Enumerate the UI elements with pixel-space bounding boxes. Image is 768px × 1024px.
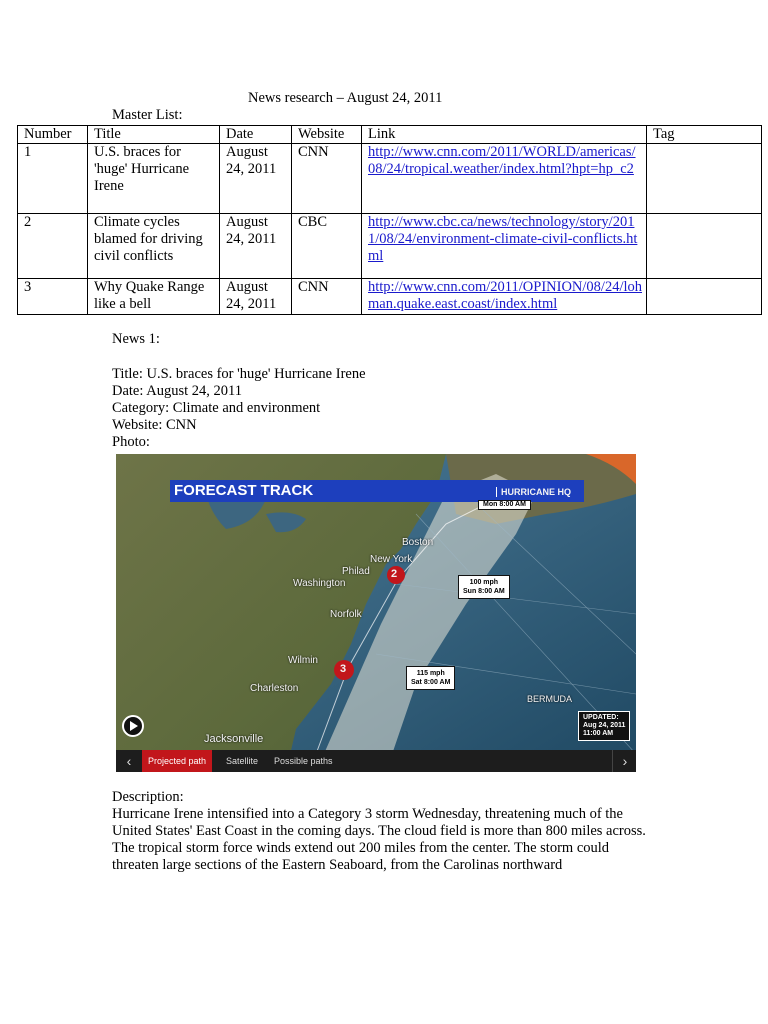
cell-link [362, 144, 647, 214]
tab-possible-paths[interactable]: Possible paths [274, 756, 333, 766]
cell-website: CBC [292, 214, 362, 279]
article-link[interactable]: http://www.cnn.com/2011/OPINION/08/24/lohman.quake.east.coast/index.html [368, 279, 643, 312]
cell-title: Climate cycles blamed for driving civil conflicts [88, 214, 220, 279]
tab-projected-path[interactable]: Projected path [142, 750, 212, 772]
news-title-line: Title: U.S. braces for 'huge' Hurricane Irene [112, 366, 366, 382]
sun-speed: 100 mph [469, 579, 499, 586]
city-norfolk: Norfolk [330, 609, 362, 620]
updated-date: Aug 24, 2011 [583, 722, 626, 729]
updated-time: 11:00 AM [583, 730, 614, 737]
cell-date: August 24, 2011 [220, 279, 292, 315]
table-row [18, 279, 762, 315]
news-photo-label: Photo: [112, 434, 150, 450]
table-row [18, 144, 762, 214]
sun-forecast-box [458, 575, 510, 599]
cell-website: CNN [292, 279, 362, 315]
article-link[interactable]: http://www.cbc.ca/news/technology/story/2011/08/24/environment-climate-civil-conflicts.html [368, 214, 638, 264]
city-boston: Boston [402, 537, 434, 548]
article-link[interactable]: http://www.cnn.com/2011/WORLD/americas/08/24/tropical.weather/index.html?hpt=hp_c2 [368, 144, 636, 177]
cell-date: August 24, 2011 [220, 144, 292, 214]
bermuda-label: BERMUDA [527, 694, 573, 704]
city-new-york: New York [370, 554, 413, 565]
sat-forecast-box [406, 666, 455, 690]
city-philad: Philad [342, 566, 370, 577]
city-washington: Washington [293, 578, 346, 589]
city-wilmington: Wilmin [288, 655, 318, 666]
sat-time: Sat 8:00 AM [411, 679, 451, 686]
mon-time-box: Mon 8:00 AM [478, 500, 531, 510]
cell-website: CNN [292, 144, 362, 214]
news-heading: News 1: [112, 331, 160, 347]
sat-speed: 115 mph [416, 670, 445, 677]
description-text: Hurricane Irene intensified into a Category 3 storm Wednesday, threatening much of the United States' East Coast in the coming days. The cloud field is more than 800 miles across. The tropical storm force winds extend out 200 miles from the center. The storm could threaten large sections of the Eastern Seaboard, from the Carolinas northward [112, 806, 646, 873]
cell-title: Why Quake Range like a bell [88, 279, 220, 315]
prev-arrow-icon[interactable]: ‹ [126, 753, 132, 769]
city-jacksonville: Jacksonville [204, 733, 264, 745]
banner-brand: HURRICANE HQ [496, 487, 571, 497]
header-website: Website [292, 126, 362, 144]
next-arrow-icon[interactable]: › [612, 750, 636, 772]
table-row [18, 214, 762, 279]
updated-box [578, 711, 630, 741]
table-header-row [18, 126, 762, 144]
banner-title: FORECAST TRACK [174, 482, 314, 499]
photo-tab-bar [116, 750, 636, 772]
master-list-label: Master List: [112, 107, 183, 123]
document-heading: News research – August 24, 2011 [248, 90, 443, 106]
forecast-track-photo [116, 454, 636, 772]
description-label: Description: [112, 789, 184, 805]
updated-label: UPDATED: [583, 714, 619, 721]
cell-number: 2 [18, 214, 88, 279]
cell-tag [647, 214, 762, 279]
header-number: Number [18, 126, 88, 144]
cell-date: August 24, 2011 [220, 214, 292, 279]
master-list-table [17, 125, 762, 315]
storm-cat-north: 2 [391, 568, 398, 580]
news-date-line: Date: August 24, 2011 [112, 383, 242, 399]
header-date: Date [220, 126, 292, 144]
cell-title: U.S. braces for 'huge' Hurricane Irene [88, 144, 220, 214]
city-charleston: Charleston [250, 683, 299, 694]
tab-satellite[interactable]: Satellite [226, 756, 259, 766]
header-tag: Tag [647, 126, 762, 144]
cell-link [362, 214, 647, 279]
cell-number: 1 [18, 144, 88, 214]
cell-number: 3 [18, 279, 88, 315]
news-category-line: Category: Climate and environment [112, 400, 321, 416]
sun-time: Sun 8:00 AM [463, 588, 505, 595]
storm-cat-south: 3 [340, 663, 347, 675]
news-website-line: Website: CNN [112, 417, 197, 433]
cell-link [362, 279, 647, 315]
cell-tag [647, 279, 762, 315]
cell-tag [647, 144, 762, 214]
header-link: Link [362, 126, 647, 144]
header-title: Title [88, 126, 220, 144]
